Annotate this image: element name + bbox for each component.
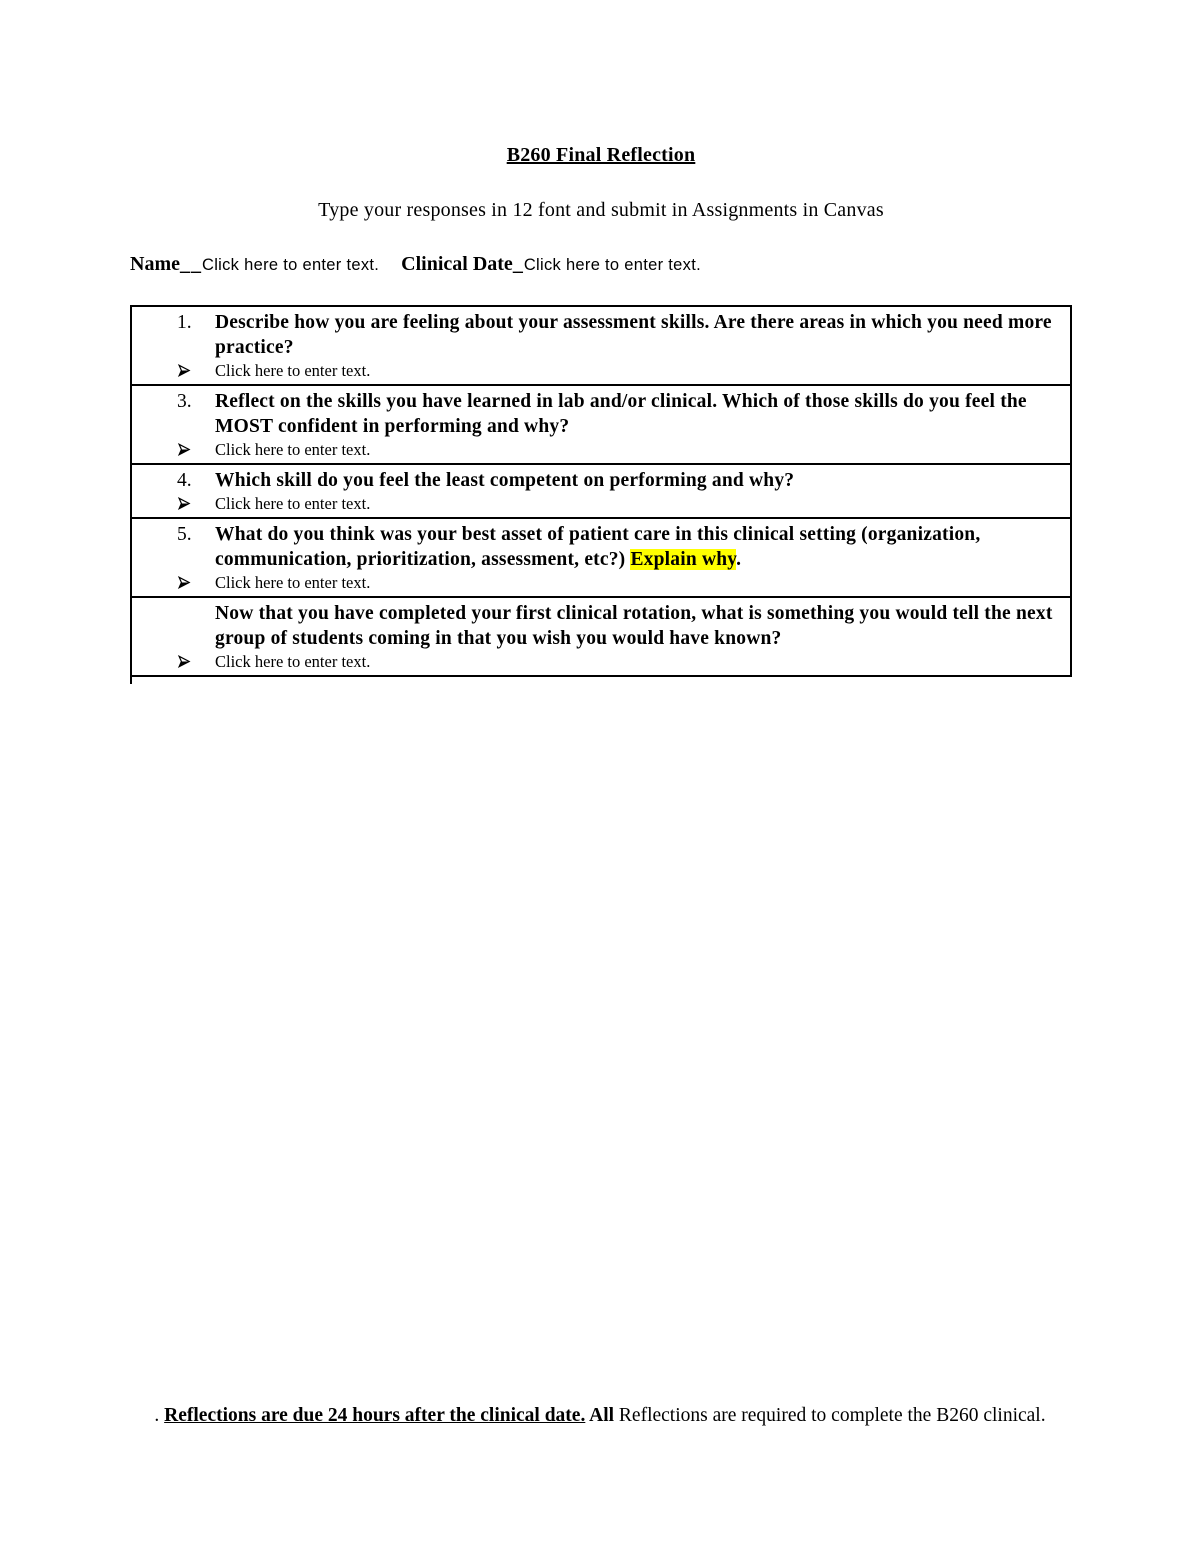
name-underscores: __ [179, 253, 202, 275]
question-text [215, 522, 1064, 572]
document-title: B260 Final Reflection [506, 144, 696, 166]
question-number: 4. [177, 470, 192, 491]
question-text-segment: What do you think was your best asset of patient care in this clinical setting (organization, communication, prioritization, assessment, etc?) [215, 524, 986, 570]
answer-placeholder-field[interactable]: Click here to enter text. [215, 494, 371, 513]
clinical-date-placeholder-field[interactable]: Click here to enter text. [523, 256, 701, 274]
answer-placeholder-field[interactable]: Click here to enter text. [215, 573, 371, 592]
question-text: Reflect on the skills you have learned in lab and/or clinical. Which of those skills do you feel the MOST confident in performing and why? [215, 391, 1032, 437]
name-date-line [130, 253, 1072, 276]
footer-leading-period: . [154, 1405, 165, 1426]
footer-note [0, 1400, 1200, 1431]
table-row-question-final [132, 596, 1070, 675]
arrowhead-bullet-icon [177, 493, 215, 515]
table-row-question-1 [132, 307, 1070, 384]
name-label: Name [130, 253, 180, 275]
question-number: 3. [177, 391, 192, 412]
question-number: 1. [177, 312, 192, 333]
clinical-date-label: Clinical Date [401, 253, 513, 275]
answer-placeholder-field[interactable]: Click here to enter text. [215, 652, 371, 671]
document-subtitle: Type your responses in 12 font and submit in Assignments in Canvas [318, 199, 884, 221]
question-text: Describe how you are feeling about your assessment skills. Are there areas in which you need more practice? [215, 312, 1057, 358]
question-number: 5. [177, 524, 192, 545]
question-text-segment: . [736, 549, 742, 570]
table-row-question-5 [132, 517, 1070, 596]
arrowhead-bullet-icon [177, 439, 215, 461]
arrowhead-bullet-icon [177, 572, 215, 594]
footer-due-date-text: Reflections are due 24 hours after the clinical date. [164, 1405, 586, 1426]
footer-all-text: All [585, 1405, 619, 1426]
table-row-question-3 [132, 384, 1070, 463]
table-continuation-mark [130, 677, 132, 684]
questions-table [130, 305, 1072, 677]
question-number [177, 601, 215, 651]
arrowhead-bullet-icon [177, 360, 215, 382]
clinical-date-underscore: _ [512, 253, 524, 275]
arrowhead-bullet-icon [177, 651, 215, 673]
question-text: Which skill do you feel the least competent on performing and why? [215, 470, 795, 491]
name-placeholder-field[interactable]: Click here to enter text. [201, 256, 380, 274]
question-text: Now that you have completed your first clinical rotation, what is something you would tell the next group of students coming in that you wish you would have known? [215, 603, 1058, 649]
answer-placeholder-field[interactable]: Click here to enter text. [215, 440, 371, 459]
highlighted-text: Explain why [630, 549, 737, 570]
footer-required-text: Reflections are required to complete the B260 clinical. [618, 1405, 1046, 1426]
table-row-question-4 [132, 463, 1070, 517]
document-content [0, 0, 1200, 684]
answer-placeholder-field[interactable]: Click here to enter text. [215, 361, 371, 380]
